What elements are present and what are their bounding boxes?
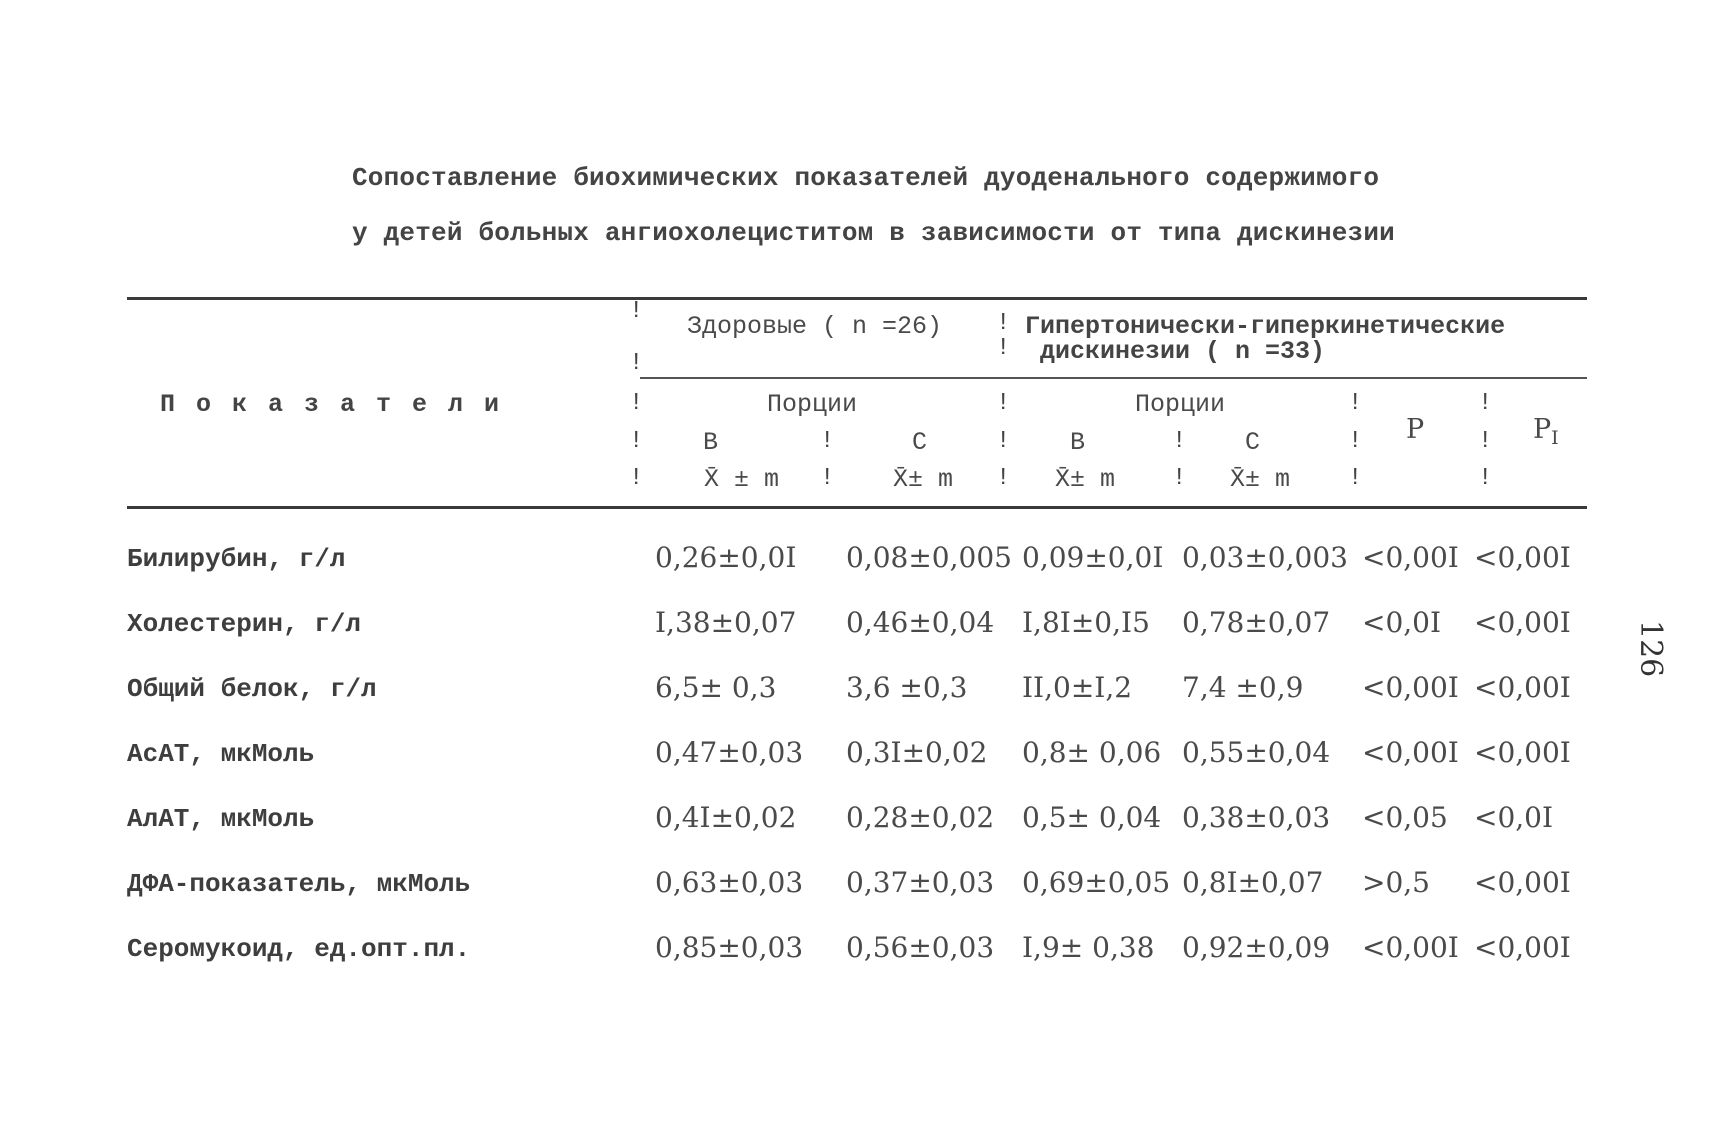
separator-mark: ! (1348, 428, 1363, 455)
p1-value: <0,00I (1474, 931, 1571, 964)
dyskinesia-c-value: 0,55±0,04 (1182, 736, 1331, 769)
dyskinesia-b-value: II,0±I,2 (1022, 671, 1133, 704)
dyskinesia-b-value: 0,8± 0,06 (1022, 736, 1162, 769)
dyskinesia-c-value: 0,78±0,07 (1182, 606, 1331, 639)
dyskinesia-c-value: 0,03±0,003 (1182, 541, 1348, 574)
healthy-c-value: 0,28±0,02 (846, 801, 995, 834)
separator-mark: ! (629, 350, 644, 377)
row-label: Серомукоид, ед.опт.пл. (127, 934, 471, 964)
separator-mark: ! (629, 465, 644, 492)
dyskinesia-b-value: I,8I±0,I5 (1022, 606, 1150, 639)
dyskinesia-b-value: 0,5± 0,04 (1022, 801, 1162, 834)
header-bottom-rule (127, 506, 1587, 509)
p1-value: <0,00I (1474, 606, 1571, 639)
page-number: 126 (1633, 620, 1668, 678)
dyskinesia-b-header: B (1070, 428, 1086, 457)
healthy-c-value: 3,6 ±0,3 (846, 671, 968, 704)
row-label: ДФА-показатель, мкМоль (127, 869, 471, 899)
healthy-b-stat-header: X̄ ± m (704, 465, 780, 494)
separator-mark: ! (996, 390, 1011, 417)
p-header: P (1406, 414, 1425, 445)
p1-value: <0,00I (1474, 541, 1571, 574)
p1-value: <0,00I (1474, 671, 1571, 704)
dyskinesia-b-value: 0,09±0,0I (1022, 541, 1164, 574)
separator-mark: ! (1172, 428, 1187, 455)
table-title-line-1: Сопоставление биохимических показателей дуоденального содержимого (352, 163, 1380, 193)
separator-mark: ! (1478, 428, 1493, 455)
separator-mark: ! (1348, 465, 1363, 492)
healthy-b-value: 0,63±0,03 (655, 866, 804, 899)
separator-mark: ! (1172, 465, 1187, 492)
separator-mark: ! (629, 390, 644, 417)
separator-mark: ! (820, 428, 835, 455)
healthy-b-value: 6,5± 0,3 (655, 671, 777, 704)
p-value: <0,00I (1362, 541, 1459, 574)
dyskinesia-c-value: 0,8I±0,07 (1182, 866, 1324, 899)
row-label: Общий белок, г/л (127, 674, 377, 704)
p1-header (1533, 414, 1559, 449)
separator-mark: ! (996, 428, 1011, 455)
separator-mark: ! (1478, 465, 1493, 492)
healthy-c-value: 0,46±0,04 (846, 606, 995, 639)
dyskinesia-portions-header: Порции (1135, 390, 1226, 419)
healthy-b-value: 0,85±0,03 (655, 931, 804, 964)
healthy-group-header: Здоровые ( n =26) (687, 312, 943, 341)
healthy-c-value: 0,56±0,03 (846, 931, 995, 964)
separator-mark: ! (996, 465, 1011, 492)
indicators-header: П о к а з а т е л и (160, 390, 503, 419)
healthy-b-value: I,38±0,07 (655, 606, 797, 639)
p1-header-letter: P (1533, 414, 1552, 445)
dyskinesia-c-header: C (1245, 428, 1261, 457)
p-value: <0,00I (1362, 931, 1459, 964)
dyskinesia-c-value: 0,38±0,03 (1182, 801, 1331, 834)
p-value: <0,0I (1362, 606, 1442, 639)
row-label: АлАТ, мкМоль (127, 804, 315, 834)
separator-mark: ! (629, 428, 644, 455)
separator-mark: ! (996, 335, 1011, 362)
healthy-b-value: 0,4I±0,02 (655, 801, 797, 834)
group-rule (640, 377, 1587, 379)
row-label: Холестерин, г/л (127, 609, 362, 639)
p-value: <0,00I (1362, 671, 1459, 704)
dyskinesia-c-value: 0,92±0,09 (1182, 931, 1331, 964)
row-label: Билирубин, г/л (127, 544, 346, 574)
top-rule (127, 297, 1587, 300)
separator-mark: ! (1348, 390, 1363, 417)
dyskinesia-b-value: 0,69±0,05 (1022, 866, 1171, 899)
p-value: <0,05 (1362, 801, 1448, 834)
row-label: АсАТ, мкМоль (127, 739, 315, 769)
healthy-b-value: 0,26±0,0I (655, 541, 797, 574)
healthy-c-stat-header: X̄± m (893, 465, 954, 494)
separator-mark: ! (996, 310, 1011, 337)
healthy-c-value: 0,3I±0,02 (846, 736, 988, 769)
p1-value: <0,0I (1474, 801, 1554, 834)
healthy-c-value: 0,37±0,03 (846, 866, 995, 899)
dyskinesia-c-stat-header: X̄± m (1230, 465, 1291, 494)
healthy-b-value: 0,47±0,03 (655, 736, 804, 769)
dyskinesia-group-header-line-2: дискинезии ( n =33) (1040, 337, 1326, 366)
dyskinesia-b-stat-header: X̄± m (1055, 465, 1116, 494)
p-value: >0,5 (1362, 866, 1430, 899)
healthy-c-value: 0,08±0,005 (846, 541, 1012, 574)
dyskinesia-c-value: 7,4 ±0,9 (1182, 671, 1304, 704)
p1-header-subscript: I (1551, 427, 1559, 449)
p1-value: <0,00I (1474, 866, 1571, 899)
separator-mark: ! (1478, 390, 1493, 417)
p1-value: <0,00I (1474, 736, 1571, 769)
p-value: <0,00I (1362, 736, 1459, 769)
dyskinesia-b-value: I,9± 0,38 (1022, 931, 1155, 964)
dyskinesia-group-header-line-1: Гипертонически-гиперкинетические (1025, 312, 1506, 341)
table-title-line-2: у детей больных ангиохолециститом в зависимости от типа дискинезии (352, 218, 1395, 248)
healthy-b-header: B (703, 428, 719, 457)
healthy-c-header: C (912, 428, 928, 457)
healthy-portions-header: Порции (767, 390, 858, 419)
separator-mark: ! (820, 465, 835, 492)
separator-mark: ! (629, 298, 644, 325)
